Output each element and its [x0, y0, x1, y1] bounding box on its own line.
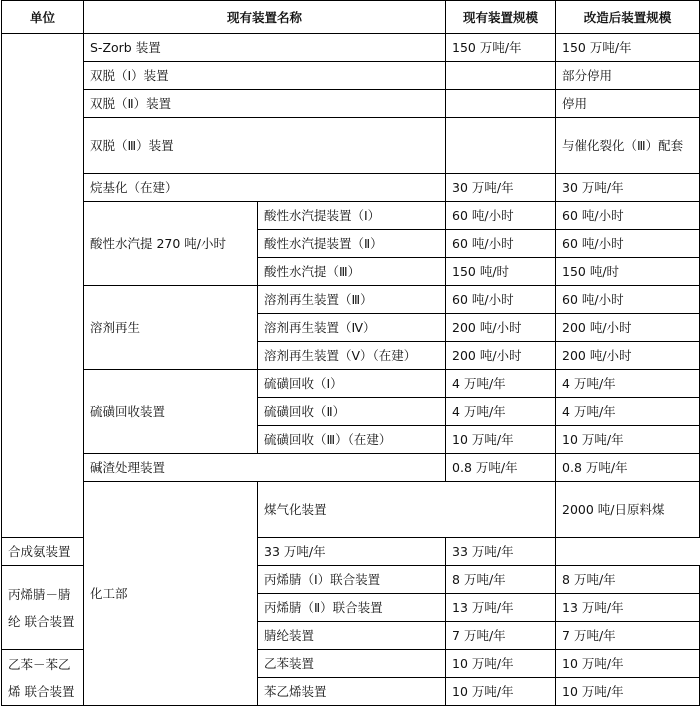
after-scale: 13 万吨/年: [556, 594, 700, 622]
existing-scale: 60 吨/小时: [446, 286, 556, 314]
header-row: [2, 1, 700, 34]
existing-scale: [446, 62, 556, 90]
unit-cell-blank: [2, 34, 84, 538]
sub-device-name: 苯乙烯装置: [258, 678, 446, 706]
table-row: [2, 34, 700, 62]
existing-scale: 200 吨/小时: [446, 314, 556, 342]
existing-scale: 7 万吨/年: [446, 622, 556, 650]
device-name: 合成氨装置: [2, 538, 258, 566]
table-row: [2, 286, 700, 314]
header-unit: 单位: [2, 1, 84, 34]
device-name: 双脱（Ⅰ）装置: [84, 62, 446, 90]
header-name: 现有装置名称: [84, 1, 446, 34]
after-scale: 7 万吨/年: [556, 622, 700, 650]
after-scale: 60 吨/小时: [556, 286, 700, 314]
sub-device-name: 丙烯腈（Ⅰ）联合装置: [258, 566, 446, 594]
after-scale: 60 吨/小时: [556, 202, 700, 230]
existing-scale: 200 吨/小时: [446, 342, 556, 370]
device-name: 双脱（Ⅲ）装置: [84, 118, 446, 174]
existing-scale: 60 吨/小时: [446, 230, 556, 258]
device-name: 煤气化装置: [258, 482, 556, 538]
after-scale: 30 万吨/年: [556, 174, 700, 202]
sub-device-name: 溶剂再生装置（Ⅳ）: [258, 314, 446, 342]
sub-device-name: 丙烯腈（Ⅱ）联合装置: [258, 594, 446, 622]
existing-scale: [446, 118, 556, 174]
after-scale: 4 万吨/年: [556, 370, 700, 398]
existing-scale: 33 万吨/年: [258, 538, 446, 566]
existing-scale: 150 万吨/年: [446, 34, 556, 62]
existing-scale: [446, 90, 556, 118]
sub-device-name: 溶剂再生装置（Ⅴ）（在建）: [258, 342, 446, 370]
after-scale: 停用: [556, 90, 700, 118]
after-scale: 10 万吨/年: [556, 650, 700, 678]
device-name: 双脱（Ⅱ）装置: [84, 90, 446, 118]
device-name: 烷基化（在建）: [84, 174, 446, 202]
sub-device-name: 硫磺回收（Ⅲ）（在建）: [258, 426, 446, 454]
table-row: [2, 90, 700, 118]
sub-device-name: 酸性水汽提装置（Ⅱ）: [258, 230, 446, 258]
after-scale: 200 吨/小时: [556, 342, 700, 370]
header-existing: 现有装置规模: [446, 1, 556, 34]
sub-device-name: 乙苯装置: [258, 650, 446, 678]
table-row: [2, 482, 700, 538]
after-scale: 33 万吨/年: [446, 538, 556, 566]
table-row: [2, 454, 700, 482]
table-row: [2, 174, 700, 202]
table-row: [2, 62, 700, 90]
existing-scale: 10 万吨/年: [446, 650, 556, 678]
after-scale: 4 万吨/年: [556, 398, 700, 426]
existing-scale: 60 吨/小时: [446, 202, 556, 230]
sub-device-name: 酸性水汽提（Ⅲ）: [258, 258, 446, 286]
table-row: [2, 538, 700, 566]
table-row: [2, 370, 700, 398]
group-name: 溶剂再生: [84, 286, 258, 370]
after-scale: 200 吨/小时: [556, 314, 700, 342]
existing-scale: 2000 吨/日原料煤: [556, 482, 700, 538]
table-row: [2, 202, 700, 230]
group-name: 酸性水汽提 270 吨/小时: [84, 202, 258, 286]
sub-device-name: 腈纶装置: [258, 622, 446, 650]
sub-device-name: 硫磺回收（Ⅱ）: [258, 398, 446, 426]
after-scale: 部分停用: [556, 62, 700, 90]
after-scale: 60 吨/小时: [556, 230, 700, 258]
sub-device-name: 硫磺回收（Ⅰ）: [258, 370, 446, 398]
after-scale: 8 万吨/年: [556, 566, 700, 594]
group-name: 硫磺回收装置: [84, 370, 258, 454]
after-scale: 10 万吨/年: [556, 678, 700, 706]
existing-scale: 4 万吨/年: [446, 370, 556, 398]
after-scale: 0.8 万吨/年: [556, 454, 700, 482]
sub-device-name: 酸性水汽提装置（Ⅰ）: [258, 202, 446, 230]
unit-cell-chem: 化工部: [84, 482, 258, 706]
group-name: 乙苯－苯乙烯 联合装置: [2, 650, 84, 706]
device-name: 碱渣处理装置: [84, 454, 446, 482]
after-scale: 150 万吨/年: [556, 34, 700, 62]
existing-scale: 150 吨/时: [446, 258, 556, 286]
equipment-table: [1, 0, 700, 706]
existing-scale: 10 万吨/年: [446, 426, 556, 454]
existing-scale: 8 万吨/年: [446, 566, 556, 594]
device-name: S-Zorb 装置: [84, 34, 446, 62]
after-scale: 与催化裂化（Ⅲ）配套: [556, 118, 700, 174]
existing-scale: 30 万吨/年: [446, 174, 556, 202]
header-after: 改造后装置规模: [556, 1, 700, 34]
table-row: [2, 118, 700, 174]
group-name: 丙烯腈－腈纶 联合装置: [2, 566, 84, 650]
existing-scale: 13 万吨/年: [446, 594, 556, 622]
after-scale: 10 万吨/年: [556, 426, 700, 454]
existing-scale: 10 万吨/年: [446, 678, 556, 706]
existing-scale: 4 万吨/年: [446, 398, 556, 426]
sub-device-name: 溶剂再生装置（Ⅲ）: [258, 286, 446, 314]
existing-scale: 0.8 万吨/年: [446, 454, 556, 482]
after-scale: 150 吨/时: [556, 258, 700, 286]
